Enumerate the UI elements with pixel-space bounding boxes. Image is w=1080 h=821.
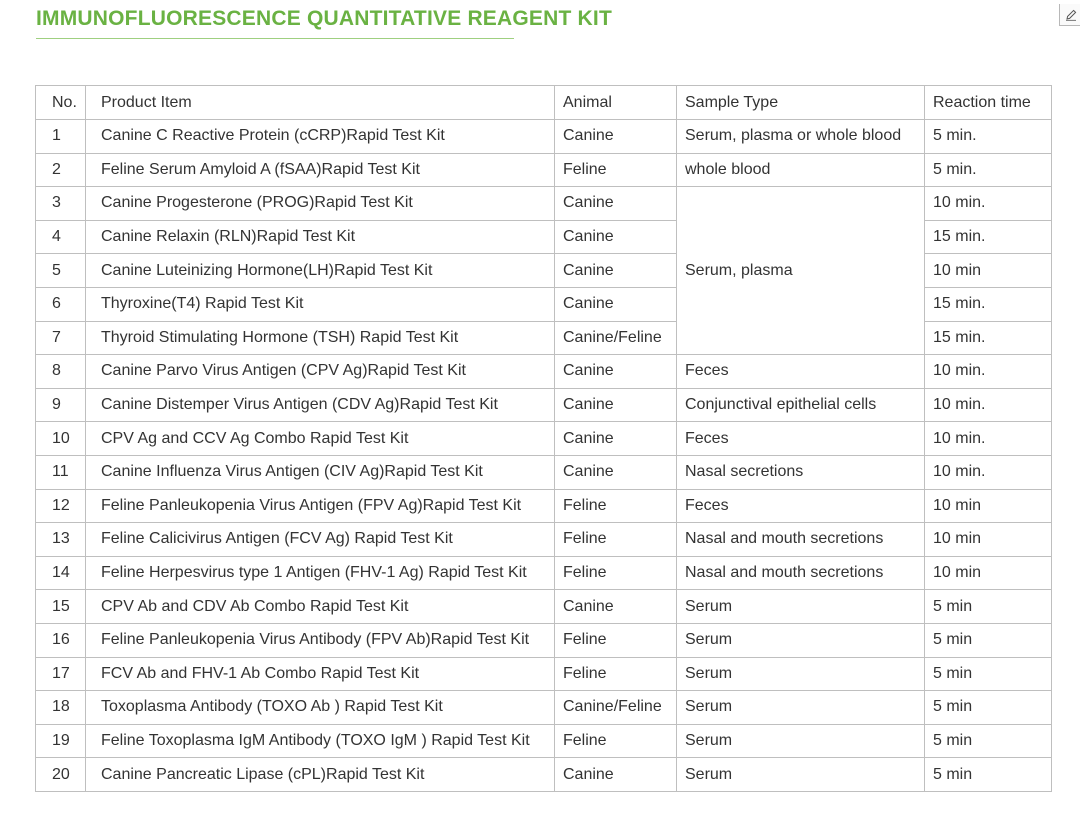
cell-reaction-time: 5 min. [925, 120, 1052, 154]
table-row [36, 187, 1052, 221]
cell-animal: Canine [555, 355, 677, 389]
cell-product-item: Canine Parvo Virus Antigen (CPV Ag)Rapid Test Kit [86, 355, 555, 389]
cell-no: 10 [36, 422, 86, 456]
cell-sample-type: Nasal secretions [677, 455, 925, 489]
cell-reaction-time: 10 min. [925, 355, 1052, 389]
cell-reaction-time: 10 min. [925, 455, 1052, 489]
cell-reaction-time: 5 min [925, 724, 1052, 758]
table-row [36, 153, 1052, 187]
table-row [36, 489, 1052, 523]
cell-product-item: Feline Panleukopenia Virus Antigen (FPV Ag)Rapid Test Kit [86, 489, 555, 523]
cell-no: 11 [36, 455, 86, 489]
cell-no: 13 [36, 523, 86, 557]
cell-no: 6 [36, 287, 86, 321]
table-row [36, 623, 1052, 657]
cell-sample-type: Serum [677, 758, 925, 792]
header-sample-type: Sample Type [677, 86, 925, 120]
cell-product-item: Canine Progesterone (PROG)Rapid Test Kit [86, 187, 555, 221]
cell-product-item: Canine Relaxin (RLN)Rapid Test Kit [86, 220, 555, 254]
cell-product-item: Feline Panleukopenia Virus Antibody (FPV Ab)Rapid Test Kit [86, 623, 555, 657]
header-reaction-time: Reaction time [925, 86, 1052, 120]
cell-product-item: Feline Herpesvirus type 1 Antigen (FHV-1 Ag) Rapid Test Kit [86, 556, 555, 590]
title-underline [36, 38, 514, 39]
cell-sample-type: Serum, plasma or whole blood [677, 120, 925, 154]
cell-animal: Feline [555, 489, 677, 523]
cell-reaction-time: 15 min. [925, 321, 1052, 355]
cell-product-item: FCV Ab and FHV-1 Ab Combo Rapid Test Kit [86, 657, 555, 691]
cell-reaction-time: 10 min. [925, 187, 1052, 221]
cell-animal: Feline [555, 153, 677, 187]
cell-no: 4 [36, 220, 86, 254]
cell-animal: Canine [555, 422, 677, 456]
cell-no: 14 [36, 556, 86, 590]
cell-animal: Canine [555, 120, 677, 154]
cell-no: 15 [36, 590, 86, 624]
table-row [36, 455, 1052, 489]
cell-reaction-time: 10 min. [925, 422, 1052, 456]
cell-product-item: Toxoplasma Antibody (TOXO Ab ) Rapid Test Kit [86, 691, 555, 725]
cell-animal: Canine [555, 187, 677, 221]
cell-product-item: CPV Ag and CCV Ag Combo Rapid Test Kit [86, 422, 555, 456]
cell-animal: Canine [555, 220, 677, 254]
cell-animal: Feline [555, 623, 677, 657]
table-row [36, 422, 1052, 456]
cell-no: 7 [36, 321, 86, 355]
cell-no: 9 [36, 388, 86, 422]
cell-no: 2 [36, 153, 86, 187]
cell-reaction-time: 10 min [925, 489, 1052, 523]
cell-animal: Feline [555, 657, 677, 691]
cell-reaction-time: 5 min [925, 623, 1052, 657]
cell-reaction-time: 15 min. [925, 220, 1052, 254]
cell-no: 16 [36, 623, 86, 657]
table-row [36, 724, 1052, 758]
cell-animal: Canine [555, 287, 677, 321]
cell-sample-type: Serum, plasma [677, 187, 925, 355]
header-animal: Animal [555, 86, 677, 120]
cell-no: 1 [36, 120, 86, 154]
table-row [36, 388, 1052, 422]
cell-animal: Canine/Feline [555, 321, 677, 355]
cell-sample-type: whole blood [677, 153, 925, 187]
table-row [36, 120, 1052, 154]
pencil-icon [1065, 8, 1077, 21]
cell-product-item: Thyroid Stimulating Hormone (TSH) Rapid Test Kit [86, 321, 555, 355]
table-row [36, 355, 1052, 389]
cell-sample-type: Feces [677, 489, 925, 523]
cell-product-item: Canine Pancreatic Lipase (cPL)Rapid Test Kit [86, 758, 555, 792]
cell-sample-type: Serum [677, 657, 925, 691]
cell-reaction-time: 5 min [925, 590, 1052, 624]
cell-product-item: Feline Calicivirus Antigen (FCV Ag) Rapid Test Kit [86, 523, 555, 557]
cell-product-item: Feline Serum Amyloid A (fSAA)Rapid Test Kit [86, 153, 555, 187]
cell-no: 19 [36, 724, 86, 758]
table-row [36, 556, 1052, 590]
cell-animal: Canine [555, 590, 677, 624]
table-row [36, 523, 1052, 557]
cell-animal: Canine [555, 388, 677, 422]
cell-sample-type: Conjunctival epithelial cells [677, 388, 925, 422]
cell-animal: Feline [555, 556, 677, 590]
cell-no: 17 [36, 657, 86, 691]
table-row [36, 590, 1052, 624]
cell-product-item: Thyroxine(T4) Rapid Test Kit [86, 287, 555, 321]
cell-no: 5 [36, 254, 86, 288]
table-row [36, 758, 1052, 792]
table-row [36, 691, 1052, 725]
cell-no: 12 [36, 489, 86, 523]
cell-animal: Feline [555, 724, 677, 758]
cell-animal: Canine [555, 758, 677, 792]
cell-product-item: Canine C Reactive Protein (cCRP)Rapid Test Kit [86, 120, 555, 154]
cell-reaction-time: 15 min. [925, 287, 1052, 321]
cell-sample-type: Serum [677, 590, 925, 624]
header-product-item: Product Item [86, 86, 555, 120]
cell-animal: Canine [555, 254, 677, 288]
cell-animal: Canine/Feline [555, 691, 677, 725]
cell-reaction-time: 5 min [925, 691, 1052, 725]
table-header-row [36, 86, 1052, 120]
cell-sample-type: Feces [677, 355, 925, 389]
cell-sample-type: Serum [677, 691, 925, 725]
cell-reaction-time: 5 min [925, 758, 1052, 792]
cell-reaction-time: 5 min. [925, 153, 1052, 187]
table-body [36, 120, 1052, 792]
cell-animal: Canine [555, 455, 677, 489]
cell-product-item: CPV Ab and CDV Ab Combo Rapid Test Kit [86, 590, 555, 624]
cell-sample-type: Serum [677, 724, 925, 758]
cell-no: 20 [36, 758, 86, 792]
cell-no: 18 [36, 691, 86, 725]
cell-reaction-time: 10 min [925, 556, 1052, 590]
cell-sample-type: Nasal and mouth secretions [677, 556, 925, 590]
edit-button[interactable] [1059, 4, 1080, 26]
cell-sample-type: Feces [677, 422, 925, 456]
cell-product-item: Canine Luteinizing Hormone(LH)Rapid Test Kit [86, 254, 555, 288]
product-table [35, 85, 1052, 792]
cell-reaction-time: 10 min. [925, 388, 1052, 422]
cell-product-item: Canine Influenza Virus Antigen (CIV Ag)Rapid Test Kit [86, 455, 555, 489]
cell-product-item: Feline Toxoplasma IgM Antibody (TOXO IgM ) Rapid Test Kit [86, 724, 555, 758]
cell-product-item: Canine Distemper Virus Antigen (CDV Ag)Rapid Test Kit [86, 388, 555, 422]
cell-reaction-time: 10 min [925, 254, 1052, 288]
cell-sample-type: Serum [677, 623, 925, 657]
cell-sample-type: Nasal and mouth secretions [677, 523, 925, 557]
cell-no: 3 [36, 187, 86, 221]
cell-animal: Feline [555, 523, 677, 557]
header-no: No. [36, 86, 86, 120]
table-row [36, 657, 1052, 691]
cell-reaction-time: 5 min [925, 657, 1052, 691]
cell-no: 8 [36, 355, 86, 389]
cell-reaction-time: 10 min [925, 523, 1052, 557]
page-title: IMMUNOFLUORESCENCE QUANTITATIVE REAGENT KIT [36, 7, 612, 30]
